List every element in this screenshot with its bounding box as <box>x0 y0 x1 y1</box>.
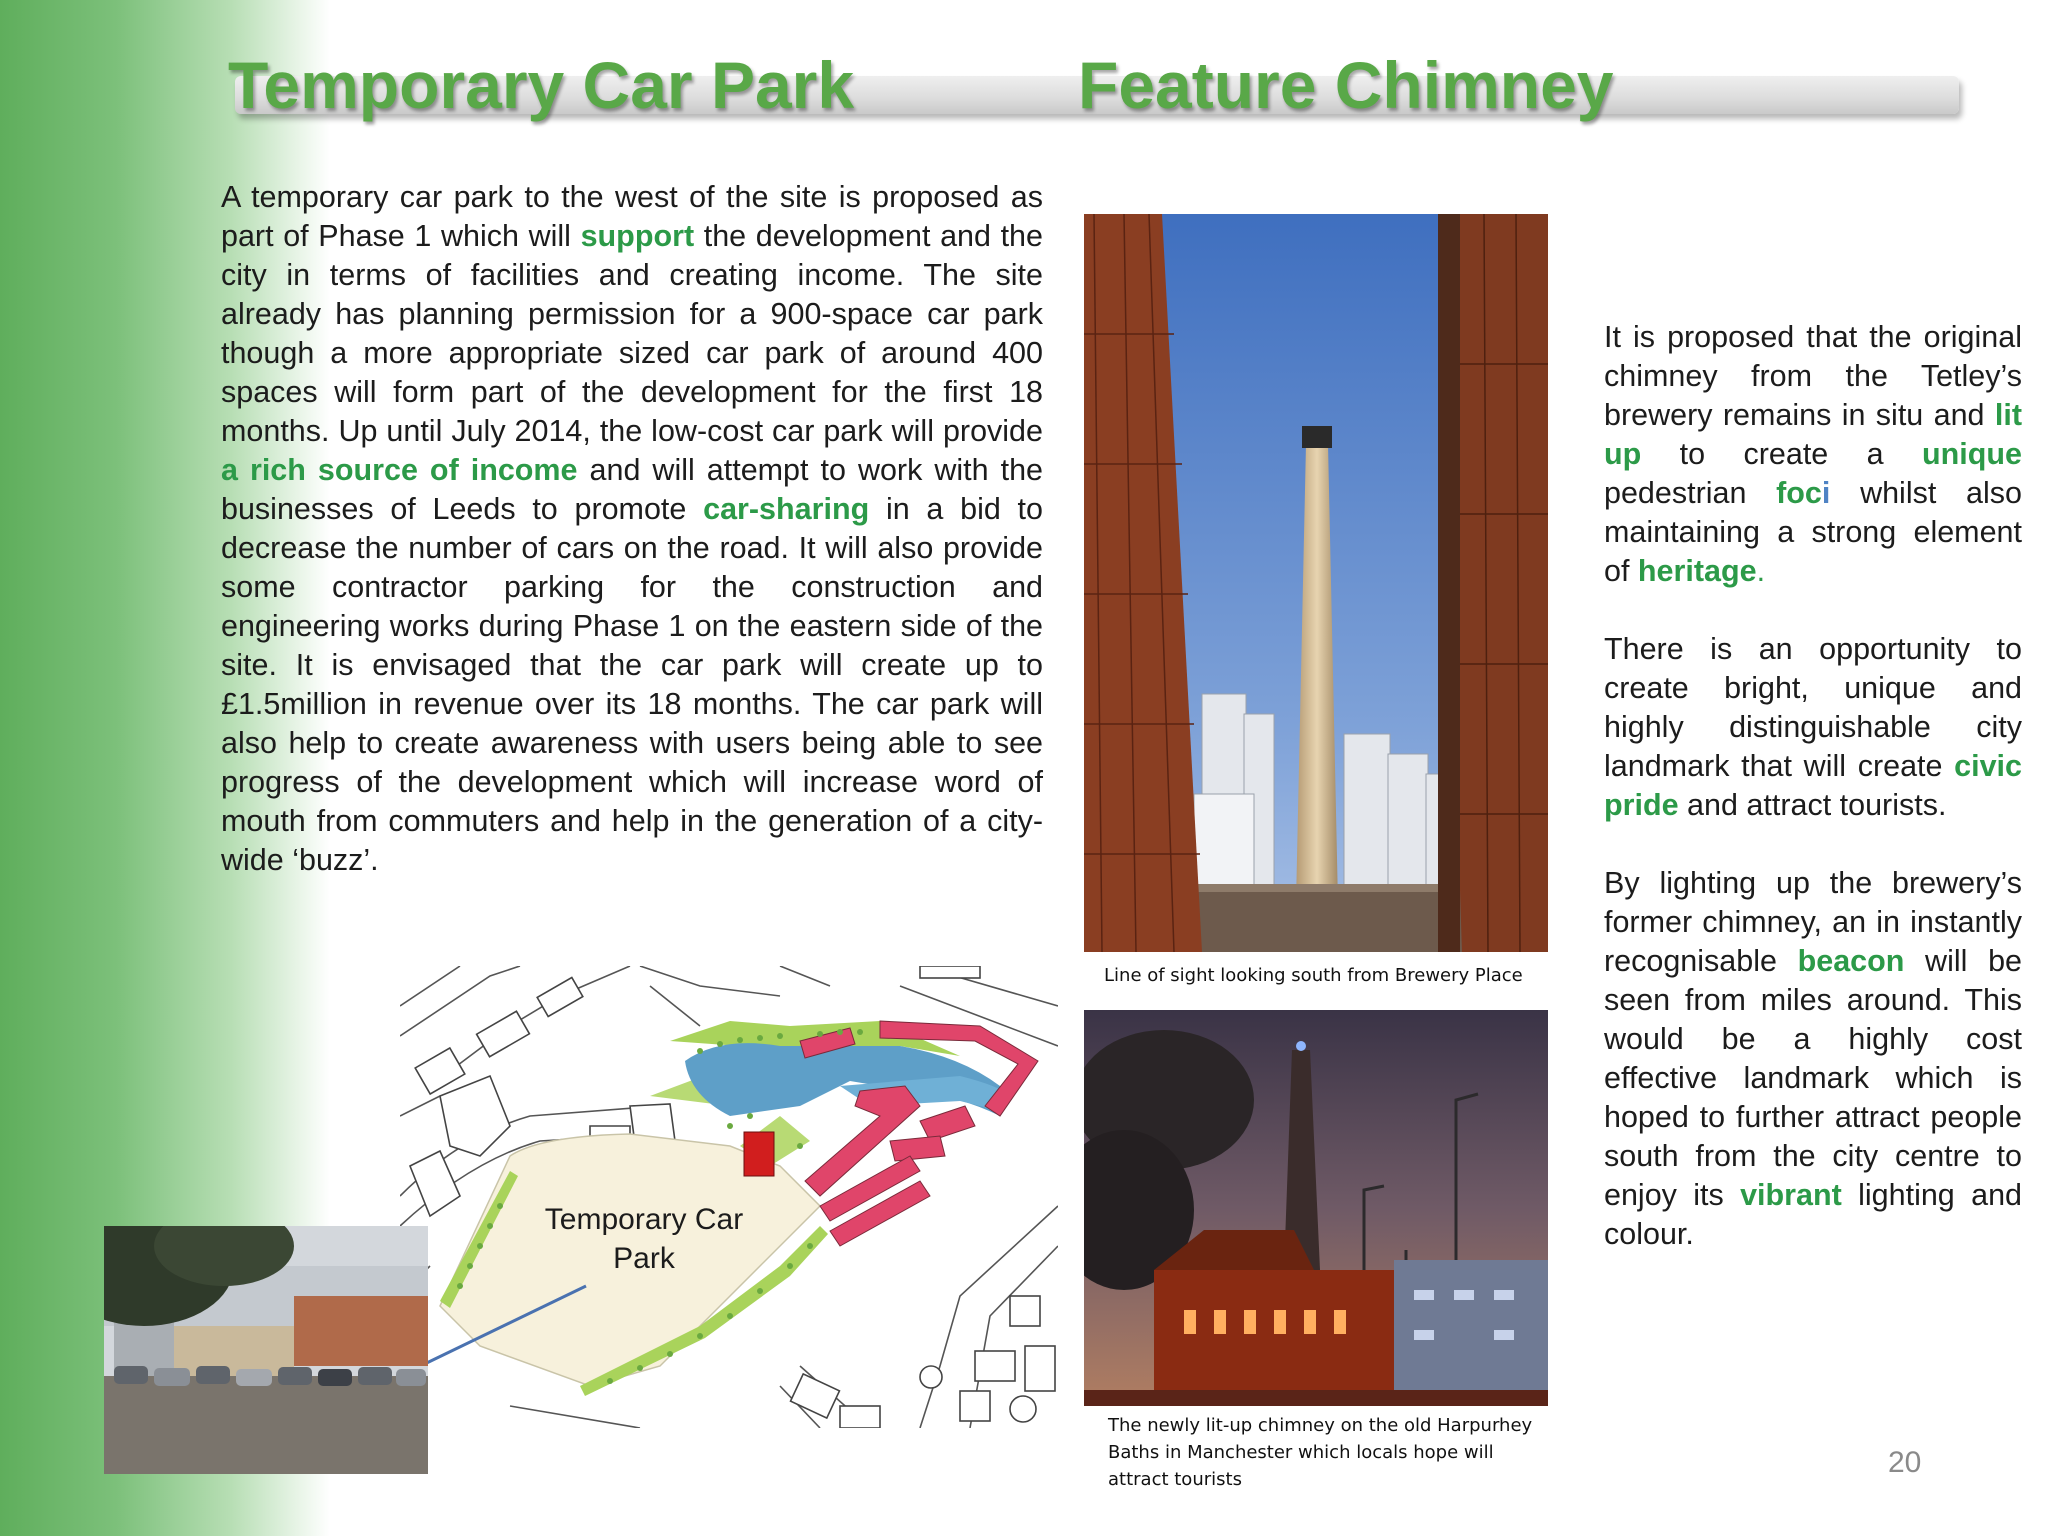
highlight-vibrant: vibrant <box>1740 1178 1842 1212</box>
map-label-temporary-car-park: Temporary Car Park <box>544 1203 744 1275</box>
highlight-foci: foc <box>1776 476 1822 510</box>
page-number: 20 <box>1888 1446 1922 1479</box>
caption-night-photo: The newly lit-up chimney on the old Harpurhey Baths in Manchester which locals hope will attract tourists <box>1108 1415 1533 1490</box>
highlight-unique: unique <box>1922 437 2022 471</box>
car-park-photo <box>104 1226 428 1474</box>
caption-day-photo: Line of sight looking south from Brewery Place <box>1104 965 1523 986</box>
paragraph-segment: A temporary car park to the west of the site is proposed as part of Phase 1 which will <box>221 180 1043 253</box>
highlight-beacon: beacon <box>1797 944 1905 978</box>
highlight-lit-up: lit up <box>1604 398 2022 471</box>
chimney-night-photo <box>1084 1010 1548 1406</box>
highlight-phrase: car-sharing <box>703 492 870 526</box>
highlight-phrase: a rich source of income <box>221 453 578 487</box>
paragraph-segment: in a bid to decrease the number of cars on the road. It will also provide some contractor parking for the construction and engineering works during Phase 1 on the eastern side of the site. It is envisaged that the car park will create up to £1.5million in revenue over its 18 months. The car park will also help to create awareness with users being able to see progress of the development which will increase word of mouth from commuters and help in the generation of a city-wide ‘buzz’. <box>221 492 1043 877</box>
car-park-paragraph <box>221 178 1043 880</box>
chimney-paragraph-2: There is an opportunity to create bright, unique and highly distinguishable city landmark that will create civic pride and attract tourists. <box>1604 632 2022 822</box>
highlight-phrase: support <box>580 219 695 253</box>
chimney-text <box>1604 318 2022 1254</box>
chimney-paragraph-1: It is proposed that the original chimney from the Tetley’s brewery remains in situ and lit up to create a unique pedestrian foci whilst also maintaining a strong element of heritage. <box>1604 320 2022 588</box>
paragraph-segment: the development and the city in terms of facilities and creating income. The site already has planning permission for a 900-space car park though a more appropriate sized car park of around 400 spaces will form part of the development for the first 18 months. Up until July 2014, the low-cost car park will provide <box>221 219 1043 448</box>
highlight-civic-pride: civic pride <box>1604 749 2022 822</box>
chimney-paragraph-3: By lighting up the brewery’s former chimney, an in instantly recognisable beacon will be seen from miles around. This would be a highly cost effective landmark which is hoped to further attract people south from the city centre to enjoy its vibrant lighting and colour. <box>1604 866 2022 1251</box>
title-temporary-car-park: Temporary Car Park <box>228 48 855 122</box>
paragraph-segment: and will attempt to work with the businesses of Leeds to promote <box>221 453 1043 526</box>
chimney-day-photo <box>1084 214 1548 952</box>
highlight-heritage: heritage <box>1637 554 1757 588</box>
title-feature-chimney: Feature Chimney <box>1078 48 1614 122</box>
site-plan-map <box>400 966 1058 1428</box>
